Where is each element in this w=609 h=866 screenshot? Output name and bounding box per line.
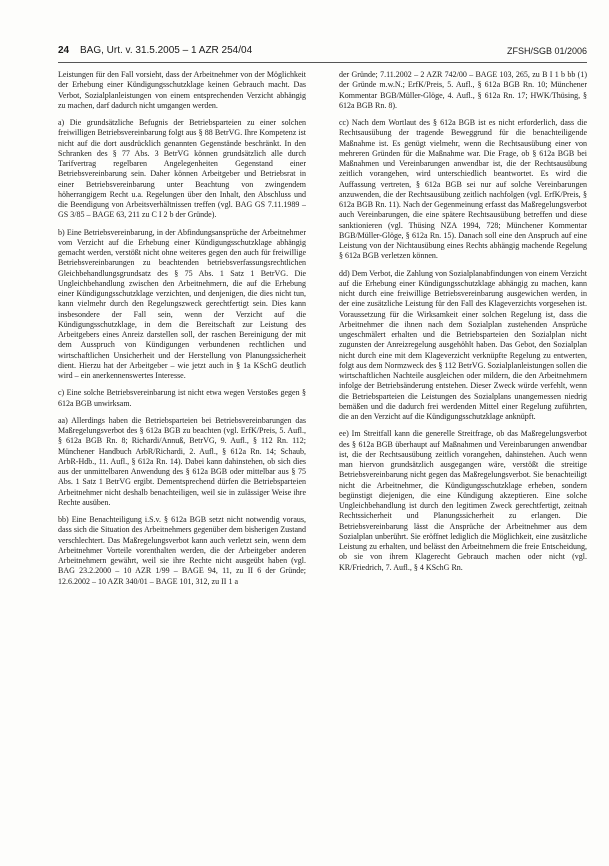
running-citation: BAG, Urt. v. 31.5.2005 – 1 AZR 254/04	[80, 45, 253, 56]
left-column	[58, 70, 306, 850]
journal-reference: ZFSH/SGB 01/2006	[506, 46, 587, 56]
paragraph: aa) Allerdings haben die Betriebsparteien bei Betriebsvereinbarungen das Maßregelungsverbot des § 612a BGB zu beachten (vgl. ErfK/Preis, 5. Aufl., § 612a BGB Rn. 8; Richardi/Annuß, BetrVG, 9. Aufl., § 112 Rn. 112; Münchener Handbuch ArbR/Richardi, 2. Aufl., § 612a Rn. 14; Schaub, ArbR-Hdb., 11. Aufl., § 612a Rn. 14). Dabei kann dahinstehen, ob sich dies aus der unmittelbaren Anwendung des § 612a BGB oder mittelbar aus § 75 Abs. 1 Satz 1 BetrVG ergibt. Dementsprechend dürfen die Betriebsparteien Arbeitnehmer nicht deshalb benachteiligen, weil sie in zulässiger Weise ihre Rechte ausüben.	[58, 415, 306, 507]
page-number: 24	[58, 45, 70, 56]
paragraph: dd) Dem Verbot, die Zahlung von Sozialplanabfindungen von einem Verzicht auf die Erhebung einer Kündigungsschutzklage abhängig zu machen, kann nicht durch eine freiwillige Betriebsvereinbarung ausgewichen werden, in der eine zusätzliche Leistung für den Fall des Klageverzichts vorgesehen ist. Voraussetzung für die Wirksamkeit einer solchen Regelung ist, dass die Arbeitnehmer die ihnen nach dem Sozialplan zustehenden Ansprüche ungeschmälert erhalten und die Betriebsparteien den Sozialplan nicht zugunsten der Anreizregelung ausgehöhlt haben. Das Gebot, den Sozialplan nicht durch eine mit dem Klageverzicht verknüpfte Regelung zu entwerten, folgt aus dem Normzweck des § 112 BetrVG. Sozialplanleistungen sollen die wirtschaftlichen Nachteile ausgleichen oder mildern, die den Arbeitnehmern infolge der Betriebsänderung entstehen. Dieser Zweck würde verfehlt, wenn die Betriebsparteien die Leistungen des Sozialplans unangemessen niedrig bemäßen und die dadurch frei werdenden Mittel einer Regelung zuführten, die an den Verzicht auf die Kündigungsschutzklage anknüpft.	[339, 268, 587, 421]
paragraph: c) Eine solche Betriebsvereinbarung ist nicht etwa wegen Verstoßes gegen § 612a BGB unwirksam.	[58, 388, 306, 408]
right-column	[339, 70, 587, 850]
paragraph: cc) Nach dem Wortlaut des § 612a BGB ist es nicht erforderlich, dass die Rechtsausübung der tragende Beweggrund für die benachteiligende Maßnahme ist. Es genügt vielmehr, wenn die Rechtsausübung einer von mehreren Gründen für die Maßnahme war. Die Frage, ob § 612a BGB bei Maßnahmen und Vereinbarungen anwendbar ist, die der Rechtsausübung zeitlich vorangehen, wird unterschiedlich beantwortet. Es wird die Auffassung vertreten, § 612a BGB sei nur auf solche Vereinbarungen anzuwenden, die der Rechtsausübung zeitlich nachfolgen (vgl. ErfK/Preis, § 612a BGB Rn. 11). Nach der Gegenmeinung erfasst das Maßregelungsverbot auch Vereinbarungen, die eine spätere Rechtsausübung betreffen und diese sanktionieren (vgl. Thüsing NZA 1994, 728; Münchener Kommentar BGB/Müller-Glöge, § 612a Rn. 15). Danach soll eine den Anspruch auf eine Leistung von der Nichtausübung eines Rechts abhängig machende Regelung § 612a BGB verletzen können.	[339, 118, 587, 261]
paragraph: Leistungen für den Fall vorsieht, dass der Arbeitnehmer von der Möglichkeit der Erhebung einer Kündigungsschutzklage keinen Gebrauch macht. Das Verbot, Sozialplanleistungen von einem entsprechenden Verzicht abhängig zu machen, darf dadurch nicht umgangen werden.	[58, 70, 306, 110]
paragraph: a) Die grundsätzliche Befugnis der Betriebsparteien zu einer solchen freiwilligen Betriebsvereinbarung folgt aus § 88 BetrVG. Ihre Kompetenz ist nicht auf die dort ausdrücklich genannten Gegenstände beschränkt. In den Schranken des § 77 Abs. 3 BetrVG können grundsätzlich alle durch Tarifvertrag regelbaren Angelegenheiten Gegenstand einer Betriebsvereinbarung sein. Daher können Arbeitgeber und Betriebsrat in einer Betriebsvereinbarung unter Beachtung von zwingendem höherrangigem Recht u.a. Regelungen über den Inhalt, den Abschluss und die Beendigung von Arbeitsverhältnissen treffen (vgl. BAG GS 7.11.1989 – GS 3/85 – BAGE 63, 211 zu C I 2 b der Gründe).	[58, 118, 306, 220]
paragraph: bb) Eine Benachteiligung i.S.v. § 612a BGB setzt nicht notwendig voraus, dass sich die Situation des Arbeitnehmers gegenüber dem bisherigen Zustand verschlechtert. Das Maßregelungsverbot kann auch verletzt sein, wenn dem Arbeitnehmer Vorteile vorenthalten werden, die der Arbeitgeber anderen Arbeitnehmern gewährt, weil sie ihre Rechte nicht ausgeübt haben (vgl. BAG 23.2.2000 – 10 AZR 1/99 – BAGE 94, 11, zu II 6 der Gründe; 12.6.2002 – 10 AZR 340/01 – BAGE 101, 312, zu II 1 a	[58, 515, 306, 586]
paragraph: ee) Im Streitfall kann die generelle Streitfrage, ob das Maßregelungsverbot des § 612a BGB überhaupt auf Maßnahmen und Vereinbarungen anwendbar ist, die der Rechtsausübung zeitlich vorangehen, dahinstehen. Auch wenn man hiervon grundsätzlich ausgegangen wäre, verstößt die streitige Betriebsvereinbarung nicht gegen das Maßregelungsverbot. Sie benachteiligt nicht die Arbeitnehmer, die Kündigungsschutzklage erheben, sondern begünstigt diejenigen, die eine Kündigung akzeptieren. Eine solche Ungleichbehandlung ist durch den legitimen Zweck gerechtfertigt, zeitnah Rechtssicherheit und Planungssicherheit zu erlangen. Die Betriebsvereinbarung lässt die Ansprüche der Arbeitnehmer aus dem Sozialplan unberührt. Sie eröffnet lediglich die Möglichkeit, eine zusätzliche Leistung zu erhalten, und belässt den Arbeitnehmern die freie Entscheidung, ob sie von ihrem Klagerecht Gebrauch machen oder nicht (vgl. KR/Friedrich, 7. Aufl., § 4 KSchG Rn.	[339, 429, 587, 572]
page-header	[58, 44, 587, 63]
paragraph: b) Eine Betriebsvereinbarung, in der Abfindungsansprüche der Arbeitnehmer vom Verzicht auf die Erhebung einer Kündigungsschutzklage abhängig gemacht werden, verstößt nicht ohne weiteres gegen den auch für freiwillige Betriebsvereinbarungen zu beachtenden betriebsverfassungsrechtlichen Gleichbehandlungsgrundsatz des § 75 Abs. 1 Satz 1 BetrVG. Die Ungleichbehandlung zwischen den Arbeitnehmern, die auf die Erhebung einer Kündigungsschutzklage verzichten, und denjenigen, die dies nicht tun, kann vielmehr durch den Regelungszweck gerechtfertigt sein. Dies kann insbesondere der Fall sein, wenn der Verzicht auf die Kündigungsschutzklage, in dem die Bereitschaft zur Leistung des Arbeitgebers eines Anreiz darstellen soll, der raschen Bereinigung der mit dem Ausspruch von Kündigungen verbundenen rechtlichen und wirtschaftlichen Unsicherheit und der Herstellung von Planungssicherheit dient. Hierzu hat der Arbeitgeber – wie jetzt auch in § 1a KSchG deutlich wird – ein anerkennenswertes Interesse.	[58, 227, 306, 380]
paragraph: der Gründe; 7.11.2002 – 2 AZR 742/00 – BAGE 103, 265, zu B I 1 b bb (1) der Gründe m.w.N.; ErfK/Preis, 5. Aufl., § 612a BGB Rn. 10; Münchener Kommentar BGB/Müller-Glöge, 4. Aufl., § 612a Rn. 17; HWK/Thüsing, § 612a BGB Rn. 8).	[339, 70, 587, 110]
